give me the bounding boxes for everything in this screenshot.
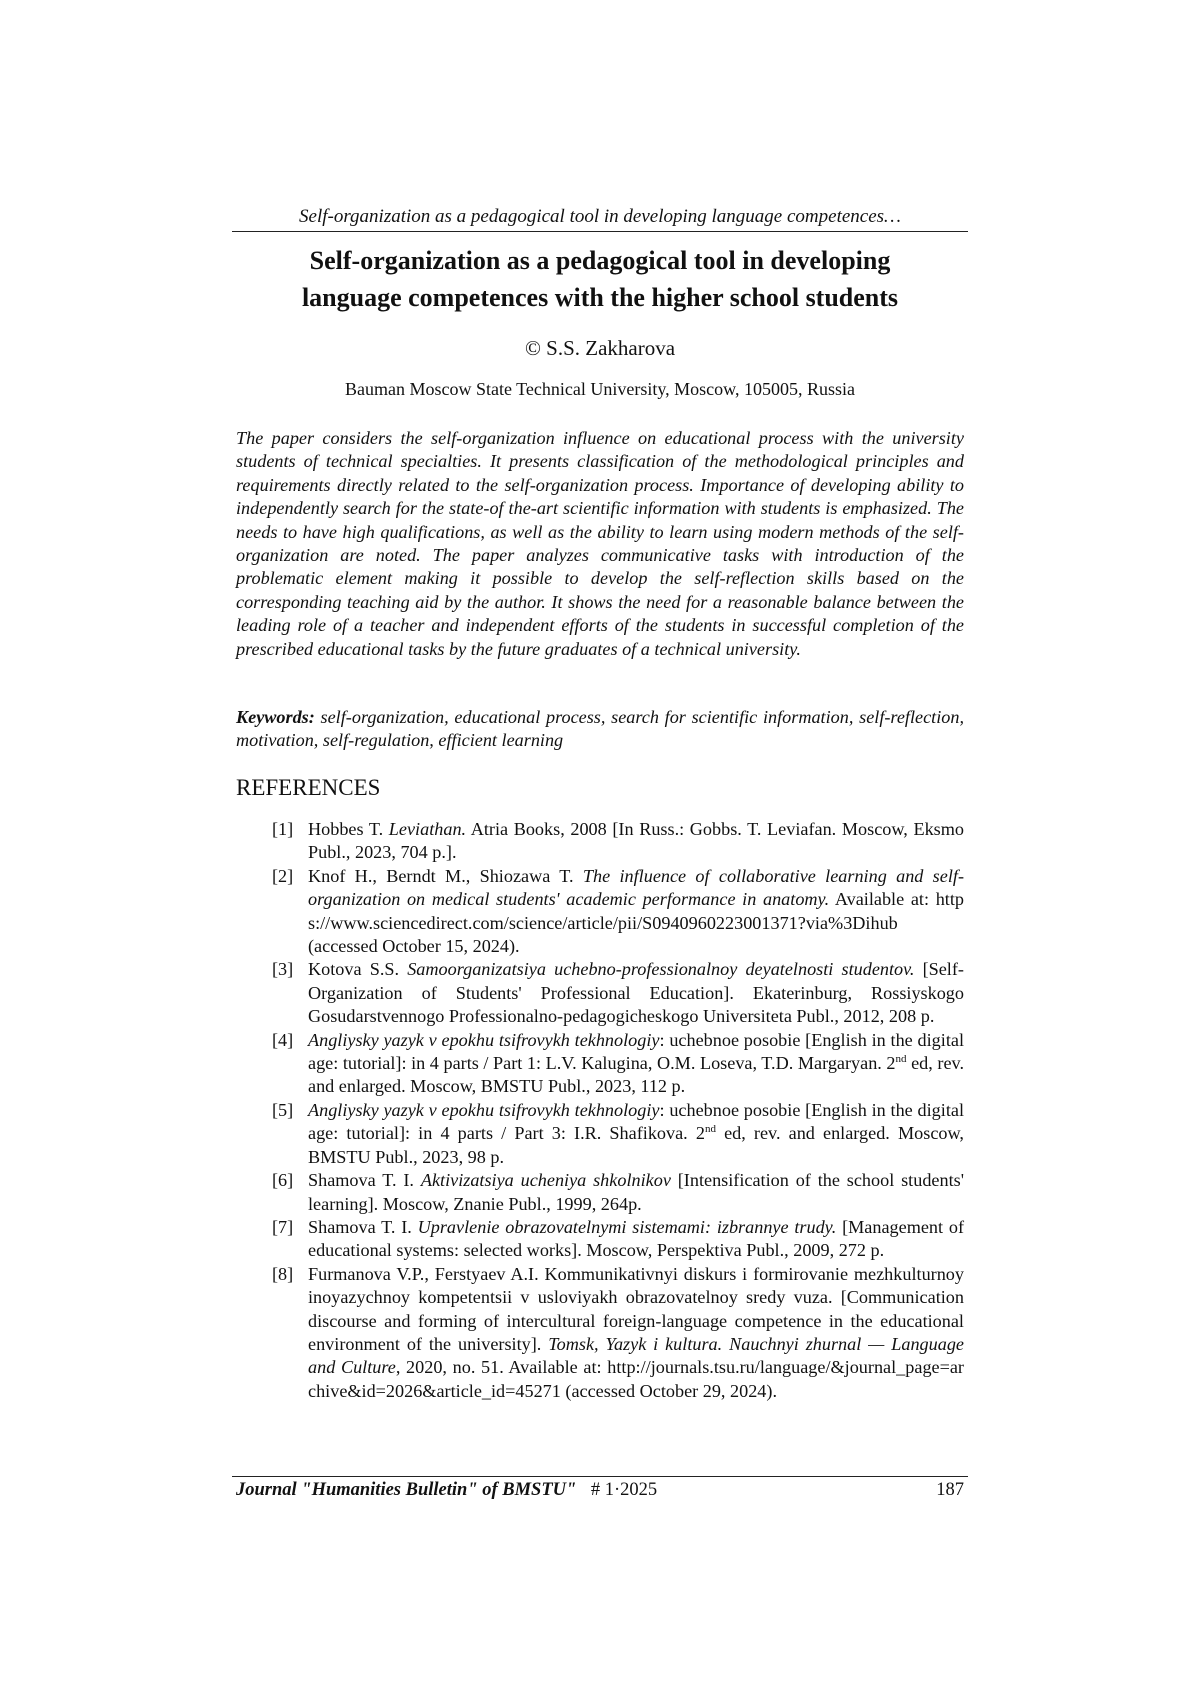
reference-title: Aktivizatsiya ucheniya shkolnikov xyxy=(420,1170,671,1191)
reference-details: [Intensification of the school students' learning]. Moscow, Znanie Publ., 1999, 264p. xyxy=(308,1170,964,1214)
reference-authors: Shamova T. I. xyxy=(308,1170,421,1191)
reference-number: [4] xyxy=(272,1029,294,1050)
reference-number: [6] xyxy=(272,1170,294,1191)
ordinal-superscript: nd xyxy=(895,1053,907,1066)
reference-title: Leviathan. xyxy=(388,819,467,839)
reference-item xyxy=(236,1169,964,1216)
reference-publisher: ed, rev. and enlarged. Moscow, BMSTU Publ., 2023, 112 p. xyxy=(308,1053,964,1097)
keywords-label: Keywords: xyxy=(236,707,315,727)
header-rule xyxy=(232,231,968,232)
reference-authors: Knof H., Berndt M., Shiozawa T. xyxy=(308,865,583,886)
reference-title: Angliysky yazyk v epokhu tsifrovykh tekhnologiy xyxy=(308,1029,660,1050)
reference-access-date: (accessed October 15, 2024). xyxy=(308,936,520,957)
journal-name: Journal "Humanities Bulletin" of BMSTU" xyxy=(236,1480,577,1500)
reference-item xyxy=(236,1099,964,1169)
reference-item xyxy=(236,865,964,959)
reference-journal: Tomsk, Yazyk i kultura. Nauchnyi zhurnal — Language and Culture xyxy=(308,1333,964,1378)
affiliation: Bauman Moscow State Technical University, Moscow, 105005, Russia xyxy=(344,379,855,399)
reference-details: : uchebnoe posobie [English in the digital age: tutorial]: in 4 parts / Part 1: L.V. Kalugina, O.M. Loseva, T.D. Margaryan. 2 xyxy=(308,1029,964,1074)
reference-publisher: ed, rev. and enlarged. Moscow, BMSTU Publ., 2023, 98 p. xyxy=(308,1123,964,1167)
title-line-2: language competences with the higher school students xyxy=(301,283,899,312)
reference-url[interactable]: http://journals.tsu.ru/language/&journal_page=archive&id=2026&article_id=45271 xyxy=(308,1357,964,1401)
keywords xyxy=(236,706,964,753)
reference-details: [Self-Organization of Students' Professional Education]. Ekaterinburg, Rossiyskogo Gosudarstvennogo Professionalno-pedagogicheskogo Universiteta Publ., 2012, 208 p. xyxy=(308,959,964,1027)
reference-access-date: (accessed October 29, 2024). xyxy=(560,1380,778,1401)
keywords-text: self-organization, educational process, search for scientific information, self-reflection, motivation, self-regulation, efficient learning xyxy=(236,707,964,751)
abstract: The paper considers the self-organization influence on educational process with the university students of technical specialties. It presents classification of the methodological principles and requirements directly related to the self-organization process. Importance of developing ability to independently search for the state-of the-art scientific information with students is emphasized. The needs to have high qualifications, as well as the ability to learn using modern methods of the self-organization are noted. The paper analyzes communicative tasks with introduction of the problematic element making it possible to develop the self-reflection skills based on the corresponding teaching aid by the author. It shows the need for a reasonable balance between the leading role of a teacher and independent efforts of the students in successful completion of the prescribed educational tasks by the future graduates of a technical university. xyxy=(236,428,964,659)
reference-item xyxy=(236,1216,964,1263)
running-head: Self-organization as a pedagogical tool in developing language competences… xyxy=(299,206,901,227)
reference-item xyxy=(236,958,964,1028)
reference-authors: Shamova T. I. xyxy=(308,1216,418,1237)
reference-title: The influence of collaborative learning and self-organization on medical students' academic performance in anatomy. xyxy=(308,865,964,910)
reference-number: [7] xyxy=(272,1216,294,1237)
reference-details: Atria Books, 2008 [In Russ.: Gobbs. T. Leviafan. Moscow, Eksmo Publ., 2023, 704 p.]. xyxy=(308,819,965,863)
ordinal-superscript: nd xyxy=(704,1123,716,1136)
reference-number: [5] xyxy=(272,1099,294,1120)
reference-title: Angliysky yazyk v epokhu tsifrovykh tekhnologiy xyxy=(308,1099,660,1120)
reference-details: : uchebnoe posobie [English in the digital age: tutorial]: in 4 parts / Part 3: I.R. Shafikova. 2 xyxy=(308,1099,964,1144)
reference-item xyxy=(236,1029,964,1099)
reference-item xyxy=(236,1263,964,1403)
reference-number: [8] xyxy=(272,1263,294,1284)
reference-details: , 2020, no. 51. Available at: xyxy=(395,1357,608,1378)
title-line-1: Self-organization as a pedagogical tool in developing xyxy=(309,246,891,275)
article-title xyxy=(232,242,968,316)
reference-details: [Management of educational systems: selected works]. Moscow, Perspektiva Publ., 2009, 272 p. xyxy=(308,1216,964,1261)
author: © S.S. Zakharova xyxy=(524,336,676,360)
reference-item xyxy=(236,818,964,865)
reference-authors: Furmanova V.P., Ferstyaev A.I. Kommunikativnyi diskurs i formirovanie mezhkulturnoy inoyazychnoy kompetentsii v usloviyakh obrazovatelnoy sredy vuza. [Communication discourse and forming of intercultural foreign-language competence in the educational environment of the university]. xyxy=(308,1263,964,1354)
reference-list xyxy=(236,818,964,1403)
reference-details: Available at: xyxy=(829,889,936,910)
reference-number: [1] xyxy=(272,819,294,839)
footer-rule xyxy=(232,1476,968,1477)
reference-number: [2] xyxy=(272,865,294,886)
reference-number: [3] xyxy=(272,959,294,980)
reference-title: Upravlenie obrazovatelnymi sistemami: izbrannye trudy. xyxy=(417,1216,837,1237)
reference-authors: Hobbes T. xyxy=(308,819,389,839)
references-heading: REFERENCES xyxy=(236,775,381,800)
reference-title: Samoorganizatsiya uchebno-professionalnoy deyatelnosti studentov. xyxy=(407,959,915,980)
page-number: 187 xyxy=(936,1480,964,1500)
reference-url[interactable]: https://www.sciencedirect.com/science/article/pii/S0940960223001371?via%3Dihub xyxy=(308,889,964,933)
reference-authors: Kotova S.S. xyxy=(308,959,408,980)
issue-number: # 1·2025 xyxy=(590,1480,658,1500)
page-footer xyxy=(236,1480,964,1501)
